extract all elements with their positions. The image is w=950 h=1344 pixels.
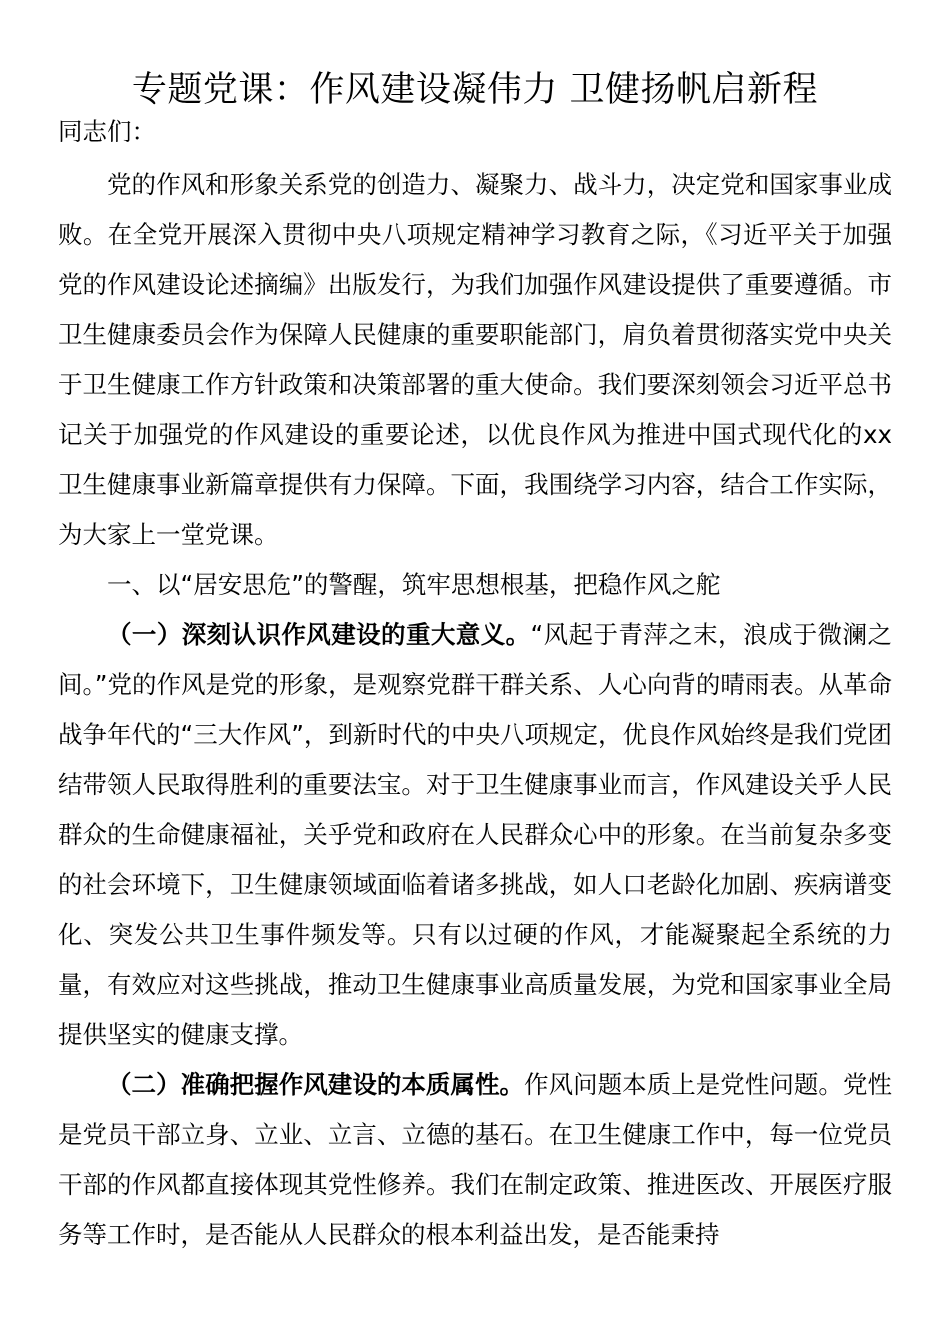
subsection-2-heading: （二）准确把握作风建设的本质属性。: [107, 1070, 525, 1099]
section-1-heading: 一、以“居安思危”的警醒，筑牢思想根基，把稳作风之舵: [107, 570, 721, 599]
subsection-1-paragraph: [58, 610, 892, 1060]
salutation: 同志们：: [58, 117, 156, 146]
document-page: [58, 66, 892, 1260]
subsection-2-paragraph: [58, 1060, 892, 1260]
subsection-1-heading: （一）深刻认识作风建设的重大意义。: [107, 620, 531, 649]
subsection-2-body: 作风问题本质上是党性问题。党性是党员干部立身、立业、立言、立德的基石。在卫生健康工作中，每一位党员干部的作风都直接体现其党性修养。我们在制定政策、推进医改、开展医疗服务等工作时，是否能从人民群众的根本利益出发，是否能秉持: [58, 1070, 892, 1249]
subsection-1-body: “风起于青萍之末，浪成于微澜之间。”党的作风是党的形象，是观察党群干群关系、人心向背的晴雨表。从革命战争年代的“三大作风”，到新时代的中央八项规定，优良作风始终是我们党团结带领人民取得胜利的重要法宝。对于卫生健康事业而言，作风建设关乎人民群众的生命健康福祉，关乎党和政府在人民群众心中的形象。在当前复杂多变的社会环境下，卫生健康领域面临着诸多挑战，如人口老龄化加剧、疾病谱变化、突发公共卫生事件频发等。只有以过硬的作风，才能凝聚起全系统的力量，有效应对这些挑战，推动卫生健康事业高质量发展，为党和国家事业全局提供坚实的健康支撑。: [58, 620, 893, 1049]
document-title: 专题党课：作风建设凝伟力 卫健扬帆启新程: [131, 70, 819, 110]
intro-paragraph: 党的作风和形象关系党的创造力、凝聚力、战斗力，决定党和国家事业成败。在全党开展深入贯彻中央八项规定精神学习教育之际，《习近平关于加强党的作风建设论述摘编》出版发行，为我们加强作风建设提供了重要遵循。市卫生健康委员会作为保障人民健康的重要职能部门，肩负着贯彻落实党中央关于卫生健康工作方针政策和决策部署的重大使命。我们要深刻领会习近平总书记关于加强党的作风建设的重要论述，以优良作风为推进中国式现代化的xx卫生健康事业新篇章提供有力保障。下面，我围绕学习内容，结合工作实际，为大家上一堂党课。: [58, 170, 892, 549]
